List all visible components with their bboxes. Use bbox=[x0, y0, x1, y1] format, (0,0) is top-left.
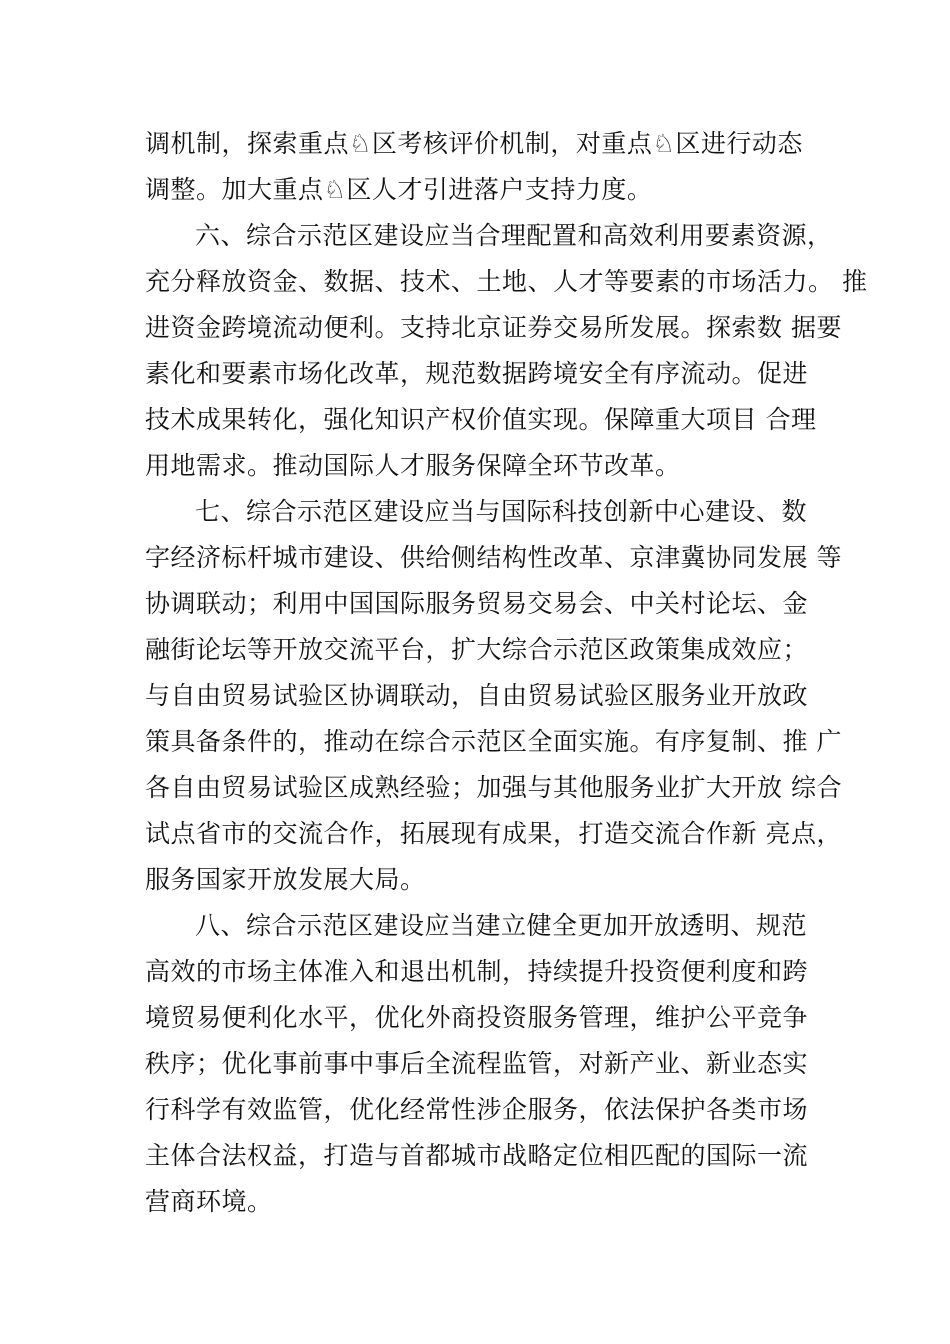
text-line: 调整。加大重点♘区人才引进落户支持力度。 bbox=[145, 175, 653, 204]
paragraph-start-line: 八、综合示范区建设应当建立健全更加开放透明、规范 bbox=[195, 911, 808, 940]
text-line: 技术成果转化，强化知识产权价值实现。保障重大项目 合理 bbox=[145, 405, 817, 434]
text-line: 试点省市的交流合作，拓展现有成果，打造交流合作新 亮点， bbox=[145, 819, 842, 848]
text-line: 充分释放资金、数据、技术、土地、人才等要素的市场活力。 推 bbox=[145, 267, 868, 296]
text-line: 高效的市场主体准入和退出机制，持续提升投资便利度和跨 bbox=[145, 957, 809, 986]
text-line: 调机制，探索重点♘区考核评价机制，对重点♘区进行动态 bbox=[145, 129, 803, 158]
text-line: 字经济标杆城市建设、供给侧结构性改革、京津冀协同发展 等 bbox=[145, 543, 842, 572]
text-line: 各自由贸易试验区成熟经验；加强与其他服务业扩大开放 综合 bbox=[145, 773, 842, 802]
text-line: 素化和要素市场化改革，规范数据跨境安全有序流动。促进 bbox=[145, 359, 809, 388]
text-line: 秩序；优化事前事中事后全流程监管，对新产业、新业态实 bbox=[145, 1049, 809, 1078]
text-line: 融街论坛等开放交流平台，扩大综合示范区政策集成效应； bbox=[145, 635, 809, 664]
text-line: 营商环境。 bbox=[145, 1187, 273, 1216]
text-line: 主体合法权益，打造与首都城市战略定位相匹配的国际一流 bbox=[145, 1141, 809, 1170]
text-line: 策具备条件的，推动在综合示范区全面实施。有序复制、推 广 bbox=[145, 727, 842, 756]
text-line: 用地需求。推动国际人才服务保障全环节改革。 bbox=[145, 451, 681, 480]
text-line: 服务国家开放发展大局。 bbox=[145, 865, 426, 894]
text-line: 境贸易便利化水平，优化外商投资服务管理，维护公平竞争 bbox=[145, 1003, 809, 1032]
text-line: 行科学有效监管，优化经常性涉企服务，依法保护各类市场 bbox=[145, 1095, 809, 1124]
text-line: 协调联动；利用中国国际服务贸易交易会、中关村论坛、金 bbox=[145, 589, 809, 618]
paragraph-start-line: 七、综合示范区建设应当与国际科技创新中心建设、数 bbox=[195, 497, 808, 526]
paragraph-start-line: 六、综合示范区建设应当合理配置和高效利用要素资源， bbox=[195, 221, 833, 250]
text-line: 与自由贸易试验区协调联动，自由贸易试验区服务业开放政 bbox=[145, 681, 809, 710]
text-line: 进资金跨境流动便利。支持北京证券交易所发展。探索数 据要 bbox=[145, 313, 842, 342]
